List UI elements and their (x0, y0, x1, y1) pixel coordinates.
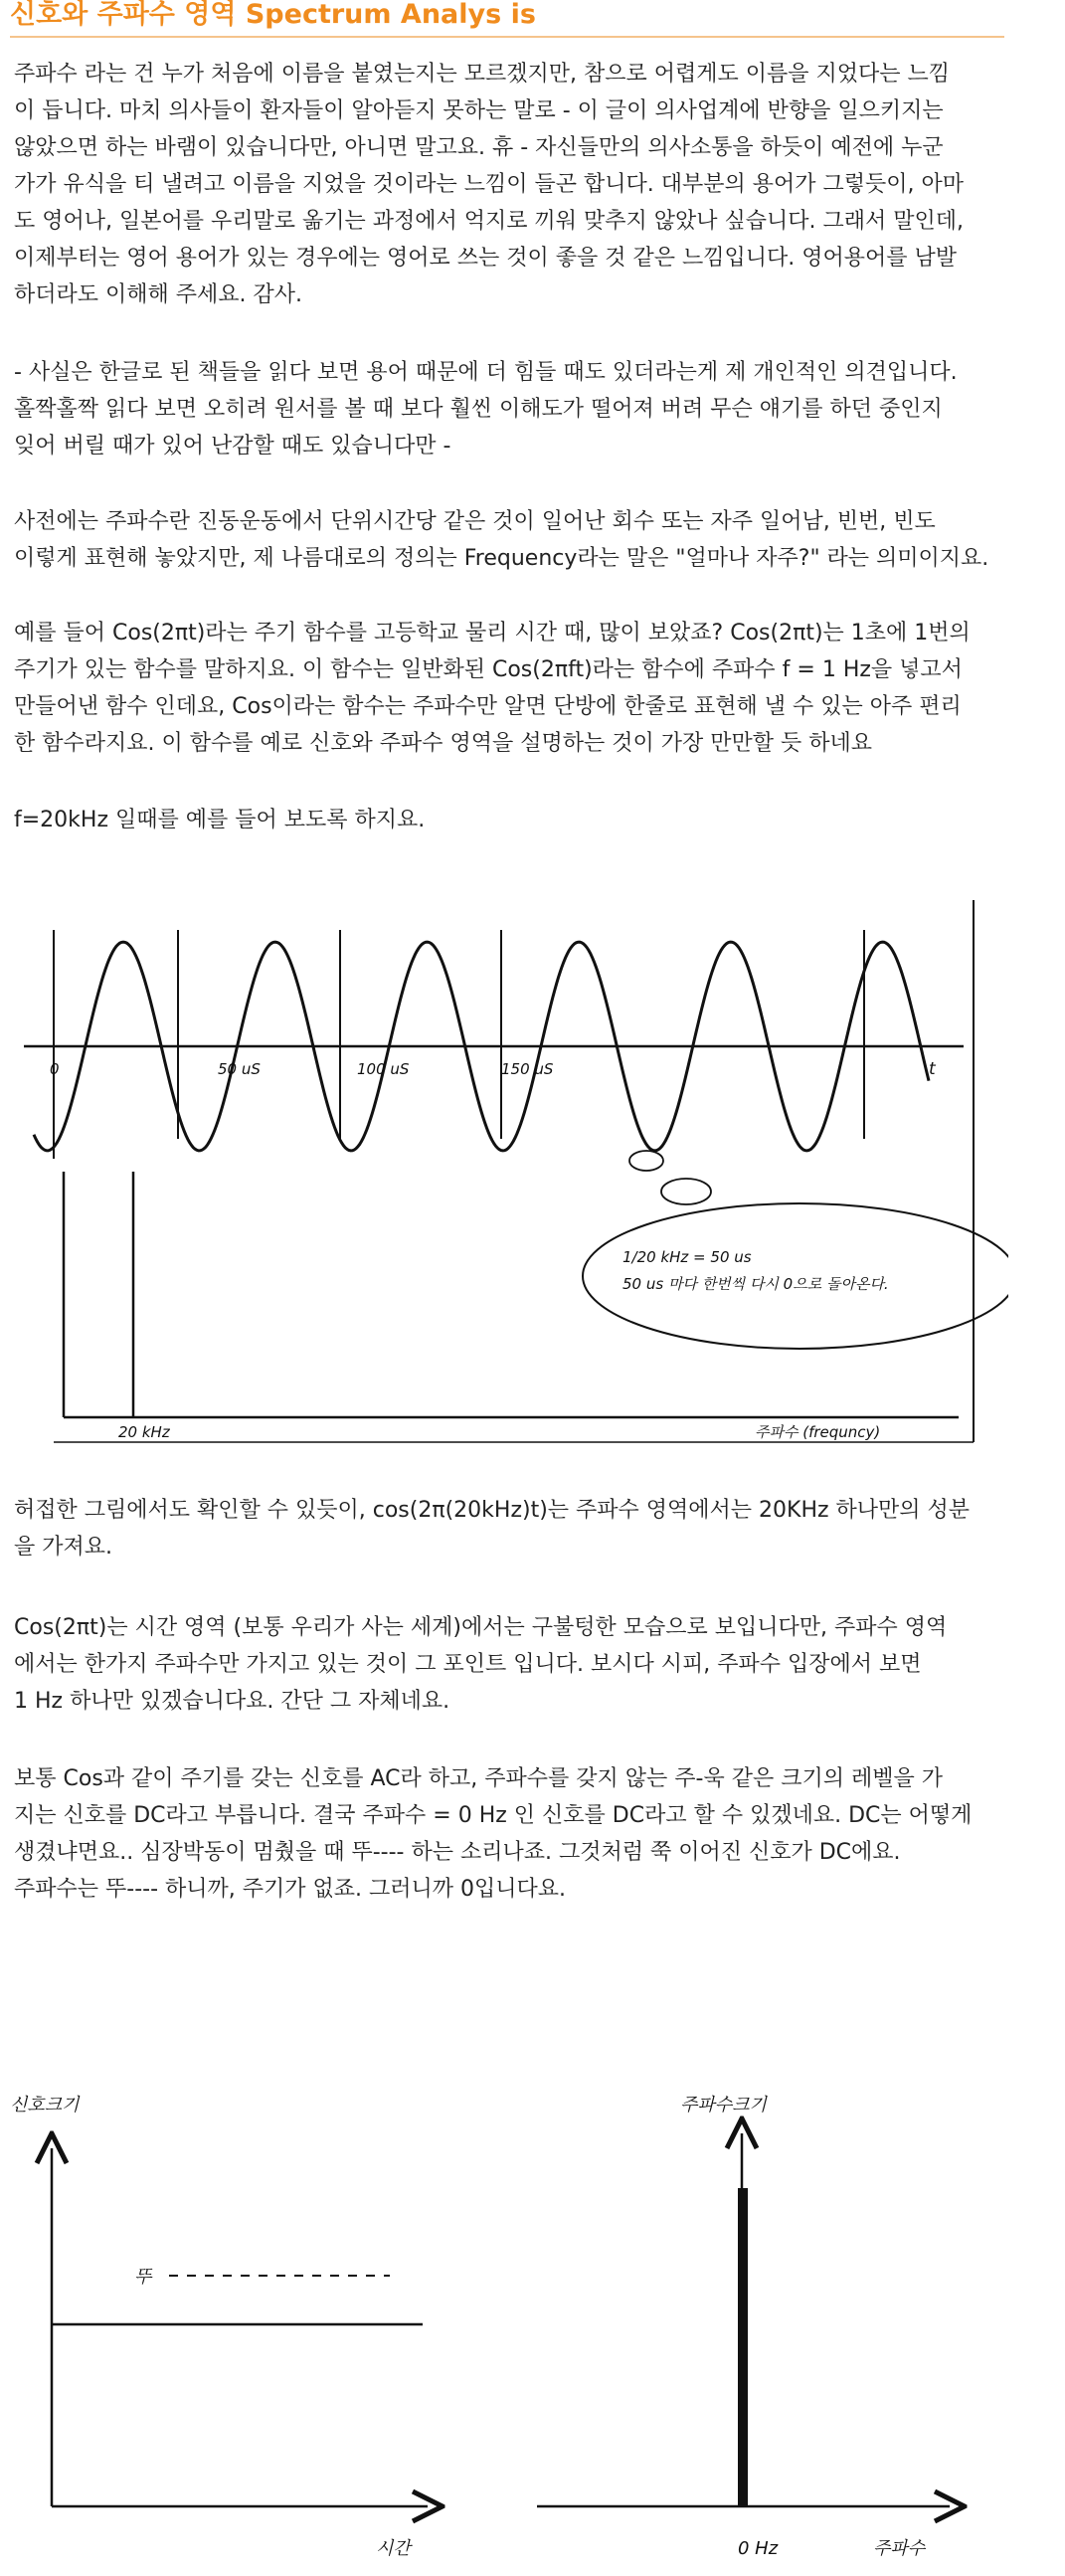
text-line: - 사실은 한글로 된 책들을 읽다 보면 용어 때문에 더 힘들 때도 있더라는게 제 개인적인 의견입니다. (14, 360, 958, 385)
text-line: 에서는 한가지 주파수만 가지고 있는 것이 그 포인트 입니다. 보시다 시피, 주파수 입장에서 보면 (14, 1652, 922, 1677)
bubble-small (629, 1151, 663, 1171)
figure-caption-paragraph (14, 1492, 1053, 1565)
text-line: 주기가 있는 함수를 말하지요. 이 함수는 일반화된 Cos(2πft)라는 함수에 주파수 f = 1 Hz을 넣고서 (14, 657, 963, 682)
text-line: 하더라도 이해해 주세요. 감사. (14, 282, 302, 307)
text-line: 만들어낸 함수 인데요, Cos이라는 함수는 주파수만 알면 단방에 한줄로 표현해 낼 수 있는 아주 편리 (14, 694, 962, 719)
time-tick-label: 150 uS (501, 1060, 554, 1078)
cos-domain-paragraph (14, 1609, 1053, 1720)
text-line: 않았으면 하는 바램이 있습니다만, 아니면 말고요. 휴 - 자신들만의 의사소통을 하듯이 예전에 누군 (14, 135, 944, 160)
page-title: 신호와 주파수 영역 Spectrum Analys is (10, 0, 1004, 38)
bubble-text-line: 50 us 마다 한번씩 다시 0으로 돌아온다. (622, 1275, 889, 1293)
dc-sound-label: 뚜 (134, 2267, 152, 2288)
figure-time-and-frequency (14, 890, 1008, 1447)
bubble-medium (661, 1179, 711, 1204)
text-line: 이 듭니다. 마치 의사들이 환자들이 알아듣지 못하는 말로 - 이 글이 의사업계에 반향을 일으키지는 (14, 98, 944, 123)
text-line: 보통 Cos과 같이 주기를 갖는 신호를 AC라 하고, 주파수를 갖지 않는 주-욱 같은 크기의 레벨을 가 (14, 1766, 943, 1791)
text-line: 생겼냐면요.. 심장박동이 멈췄을 때 뚜---- 하는 소리나죠. 그것처럼 쭉 이어진 신호가 DC에요. (14, 1840, 901, 1865)
text-line: 이렇게 표현해 놓았지만, 제 나름대로의 정의는 Frequency라는 말은 "얼마나 자주?" 라는 의미이지요. (14, 546, 989, 571)
freq-magnitude-label: 주파수크기 (680, 2095, 767, 2116)
text-line: 예를 들어 Cos(2πt)라는 주기 함수를 고등학교 물리 시간 때, 많이 보았죠? Cos(2πt)는 1초에 1번의 (14, 621, 971, 645)
text-line: f=20kHz 일때를 예를 들어 보도록 하지요. (14, 808, 426, 832)
text-line: 잊어 버릴 때가 있어 난감할 때도 있습니다만 - (14, 434, 451, 459)
bubble-text-line: 1/20 kHz = 50 us (622, 1248, 752, 1266)
time-tick-label: 50 uS (218, 1060, 261, 1078)
text-line: 홀짝홀짝 읽다 보면 오히려 원서를 볼 때 보다 훨씬 이해도가 떨어져 버려 무슨 얘기를 하던 중인지 (14, 397, 943, 422)
intro-paragraph (14, 56, 1053, 313)
frequency-label: 주파수 (873, 2538, 926, 2559)
text-line: 한 함수라지요. 이 함수를 예로 신호와 주파수 영역을 설명하는 것이 가장 만만할 듯 하네요 (14, 731, 872, 756)
text-line: 허접한 그림에서도 확인할 수 있듯이, cos(2π(20kHz)t)는 주파수 영역에서는 20KHz 하나만의 성분 (14, 1498, 971, 1523)
dc-peak-0hz (738, 2188, 748, 2506)
text-line: Cos(2πt)는 시간 영역 (보통 우리가 사는 세계)에서는 구불텅한 모습으로 보입니다만, 주파수 영역 (14, 1615, 948, 1640)
text-line: 주파수 라는 건 누가 처음에 이름을 붙였는지는 모르겠지만, 참으로 어렵게도 이름을 지었다는 느낌 (14, 62, 950, 87)
cos-example-paragraph (14, 615, 1053, 762)
zero-hz-label: 0 Hz (738, 2538, 779, 2559)
aside-paragraph (14, 354, 1053, 464)
text-line: 사전에는 주파수란 진동운동에서 단위시간당 같은 것이 일어난 회수 또는 자주 일어남, 빈번, 빈도 (14, 509, 936, 534)
time-tick-label: 0 (50, 1060, 60, 1078)
freq-axis-label: 주파수 (frequncy) (755, 1423, 881, 1441)
text-line: 주파수는 뚜---- 하니까, 주기가 없죠. 그러니까 0입니다요. (14, 1877, 566, 1902)
time-label: 시간 (376, 2538, 411, 2559)
text-line: 을 가져요. (14, 1535, 112, 1560)
figure-dc-signal (0, 2079, 1065, 2571)
text-line: 이제부터는 영어 용어가 있는 경우에는 영어로 쓰는 것이 좋을 것 같은 느낌입니다. 영어용어를 남발 (14, 246, 957, 271)
time-tick-label: 100 uS (357, 1060, 410, 1078)
signal-magnitude-label: 신호크기 (10, 2095, 80, 2116)
text-line: 지는 신호를 DC라고 부릅니다. 결국 주파수 = 0 Hz 인 신호를 DC라고 할 수 있겠네요. DC는 어떻게 (14, 1803, 973, 1828)
definition-paragraph (14, 503, 1053, 577)
time-axis-label: t (929, 1059, 936, 1079)
f20k-paragraph (14, 802, 1053, 838)
text-line: 도 영어나, 일본어를 우리말로 옮기는 과정에서 억지로 끼워 맞추지 않았나 싶습니다. 그래서 말인데, (14, 209, 964, 234)
text-line: 1 Hz 하나만 있겠습니다요. 간단 그 자체네요. (14, 1689, 450, 1714)
ac-dc-paragraph (14, 1760, 1053, 1908)
text-line: 가가 유식을 티 낼려고 이름을 지었을 것이라는 느낌이 들곤 합니다. 대부분의 용어가 그렇듯이, 아마 (14, 172, 964, 197)
freq-peak-label: 20 kHz (118, 1423, 170, 1441)
